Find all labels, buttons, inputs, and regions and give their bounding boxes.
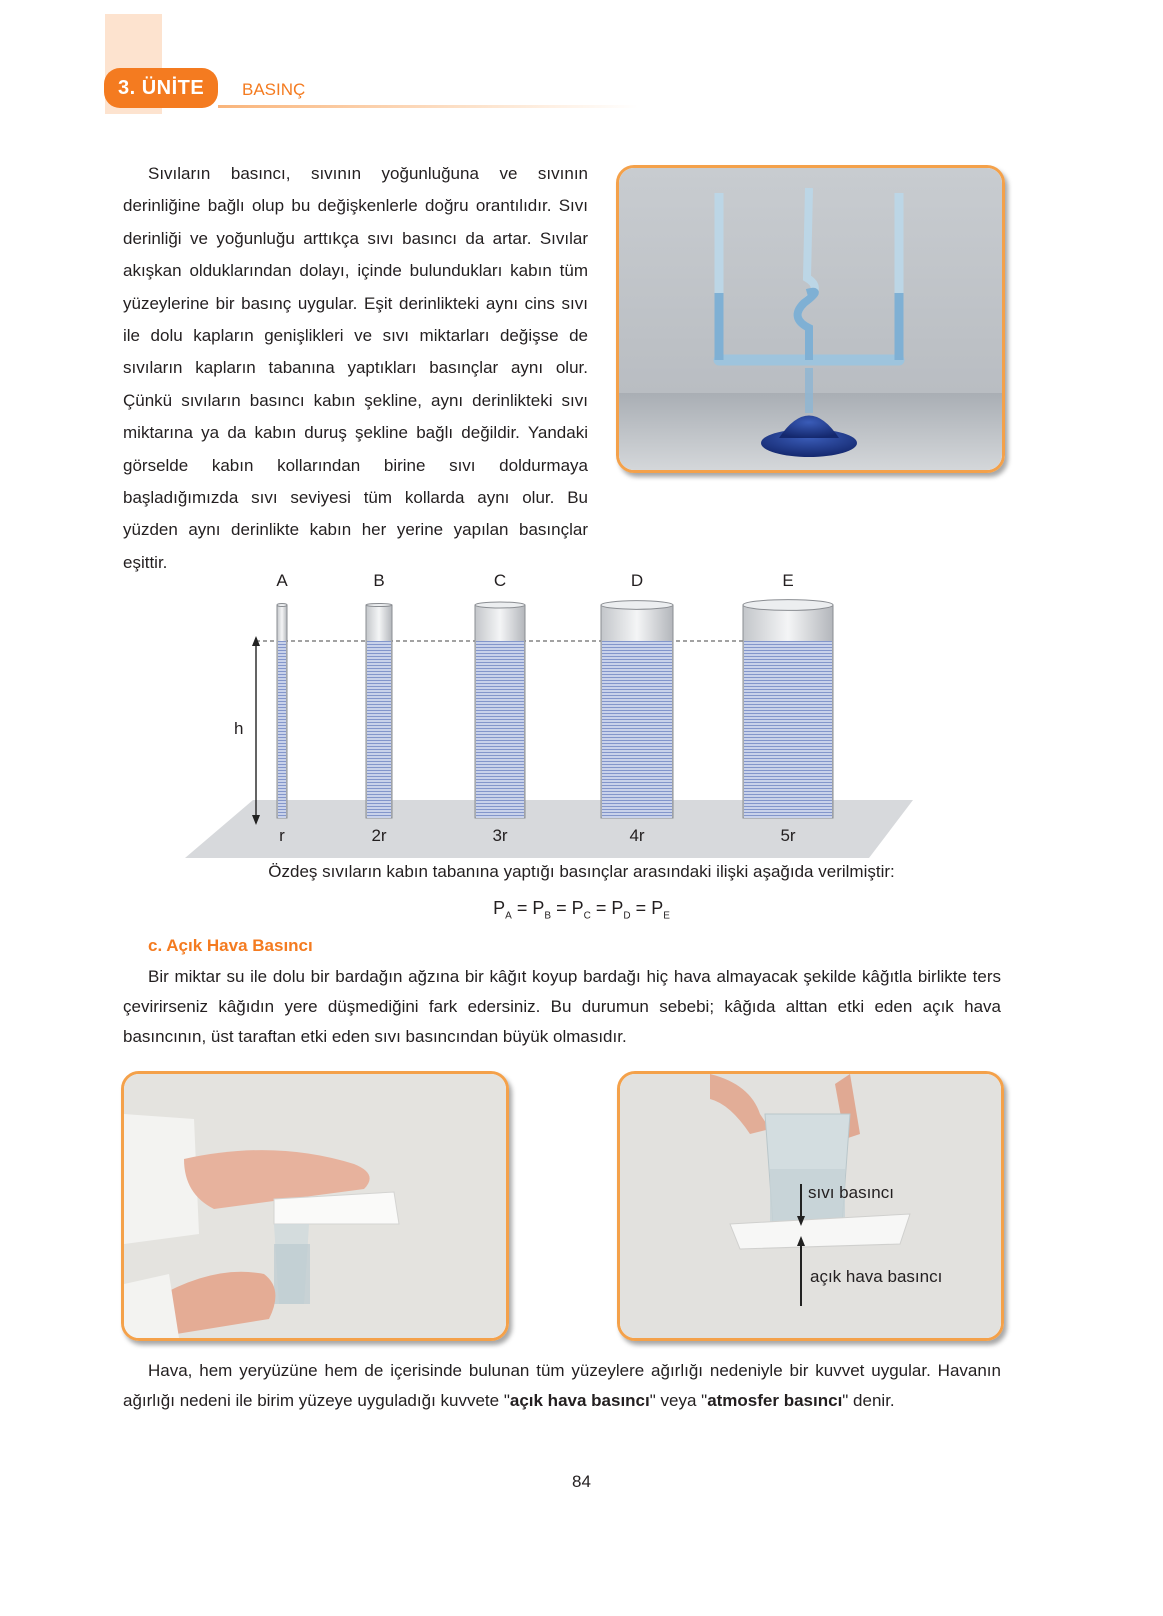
formula-eq: = (635, 898, 647, 918)
final-end: " denir. (842, 1391, 895, 1410)
container-liquid (476, 641, 524, 818)
formula-sub: C (583, 910, 591, 922)
page-number: 84 (572, 1472, 591, 1491)
liquid-pressure-label: sıvı basıncı (808, 1183, 894, 1202)
containers-diagram (185, 568, 920, 858)
quote-open: " (503, 1391, 510, 1410)
formula-sub: E (663, 910, 670, 922)
intro-paragraph: Sıvıların basıncı, sıvının yoğunluğuna ve sıvının derinliğine bağlı olup bu değişkenlerle doğru orantılıdır. Sıvı derinliği ve yoğunluğu arttıkça sıvı basıncı da artar. Sıvılar akışkan olduklarından dolayı, içinde bulundukları kabın tüm yüzeylerine bir basınç uygular. Eşit derinlikteki aynı cins sıvı ile dolu kapların genişlikleri ve sıvı miktarları değişse de sıvıların kapların tabanına yaptıkları basınçlar aynı olur. Çünkü sıvıların basıncı kabın şekline, aynı derinlikteki sıvı miktarına ya da kabın duruş şekline bağlı değildir. Yandaki görselde kabın kollarından birine sıvı doldurmaya başladığımızda sıvı seviyesi tüm kollarda aynı olur. Bu yüzden aynı derinlikte kabın her yerine yapılan basınçlar eşittir. (123, 164, 588, 572)
formula-p: P (651, 898, 664, 918)
container-liquid (367, 641, 391, 818)
container-rim (475, 602, 525, 608)
container-a (276, 571, 288, 845)
communicating-vessels-photo (616, 165, 1005, 473)
container-label: E (782, 571, 794, 590)
container-rim (277, 604, 287, 607)
communicating-vessels-illustration (619, 168, 1002, 470)
container-b (366, 571, 392, 845)
container-radius-label: 3r (492, 826, 508, 845)
relation-text: Özdeş sıvıların kabın tabanına yaptığı basınçlar arasındaki ilişki aşağıda verilmiştir: (268, 862, 895, 881)
container-label: C (493, 571, 507, 590)
unit-badge: 3. ÜNİTE (104, 68, 218, 108)
formula-p: P (532, 898, 545, 918)
container-liquid (278, 641, 286, 818)
container-rim (366, 603, 392, 606)
term-open-air-pressure: açık hava basıncı (509, 1391, 650, 1410)
header-rule (218, 105, 638, 108)
formula-p: P (571, 898, 584, 918)
container-label: A (276, 571, 288, 590)
container-rim (743, 600, 833, 611)
container-e (743, 571, 833, 845)
formula-p: P (493, 898, 506, 918)
term-atmosphere-pressure: atmosfer basıncı (707, 1391, 843, 1410)
formula-sub: B (544, 910, 552, 922)
formula-p: P (611, 898, 624, 918)
container-label: B (373, 571, 385, 590)
container-radius-label: 5r (780, 826, 796, 845)
container-label: D (630, 571, 644, 590)
inverted-glass-photo (617, 1071, 1004, 1341)
section-heading: c. Açık Hava Basıncı (148, 936, 313, 955)
inverted-glass-illustration (620, 1074, 1001, 1338)
container-radius-label: 2r (371, 826, 387, 845)
container-c (475, 571, 525, 845)
container-radius-label: 4r (629, 826, 645, 845)
final-mid: " veya " (649, 1391, 708, 1410)
container-d (601, 571, 673, 845)
container-radius-label: r (279, 826, 285, 845)
formula-eq: = (556, 898, 567, 918)
formula-eq: = (516, 898, 528, 918)
section-paragraph: Bir miktar su ile dolu bir bardağın ağzına bir kâğıt koyup bardağı hiç hava almayacak şekilde kâğıtla birlikte ters çevirirseniz kâğıdın yere düşmediğini fark edersiniz. Bu durumun sebebi; kâğıda alttan etki eden açık hava basıncının, üst taraftan etki eden sıvı basıncından büyük olmasıdır. (123, 967, 1001, 1046)
final-text: Hava, hem yeryüzüne hem de içerisinde bulunan tüm yüzeylere ağırlığı nedeniyle bir kuvvet uygular. Havanın ağırlığı nedeni ile birim yüzeye uyguladığı kuvvete (123, 1361, 1001, 1410)
height-label: h (234, 719, 244, 738)
pressure-formula (0, 898, 1163, 922)
hand-glass-illustration (124, 1074, 506, 1338)
formula-sub: A (505, 910, 512, 922)
final-paragraph (123, 1356, 1001, 1416)
formula-sub: D (623, 910, 631, 922)
container-rim (601, 601, 673, 610)
open-air-pressure-label: açık hava basıncı (810, 1267, 943, 1286)
formula-eq: = (595, 898, 607, 918)
hand-glass-photo (121, 1071, 509, 1341)
unit-title: BASINÇ (242, 80, 306, 99)
container-liquid (602, 641, 672, 818)
container-liquid (744, 641, 832, 818)
